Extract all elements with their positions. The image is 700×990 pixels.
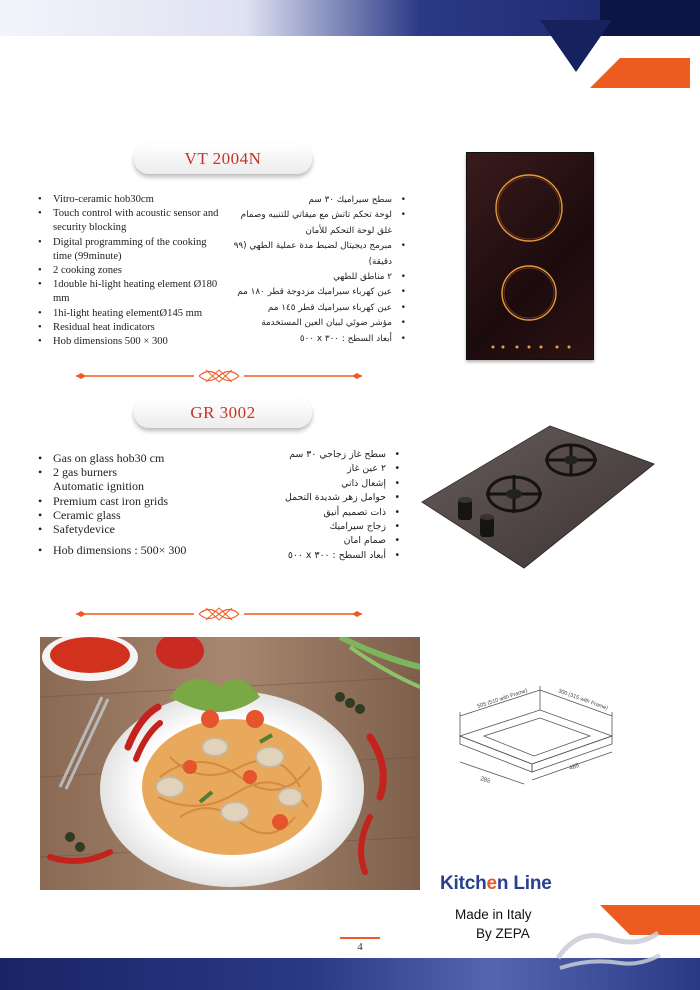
bullet-dot: •	[400, 333, 406, 344]
drawing-label-cut-width: 285	[479, 776, 491, 785]
feature-text-ar: ذات تصميم أنيق	[323, 506, 386, 518]
feature-text-ar: حوامل زهر شديدة التحمل	[284, 492, 386, 504]
feature-item-ar	[262, 477, 400, 491]
header-triangle	[540, 20, 612, 72]
product2-features-ar	[262, 448, 400, 563]
feature-item	[38, 465, 238, 479]
feature-text: 2 gas burners	[53, 465, 117, 480]
page-number: 4	[357, 941, 363, 953]
feature-text-ar: ٢ عين غاز	[347, 463, 386, 475]
feature-text: 2 cooking zones	[53, 265, 122, 277]
made-in-italy-text: Made in Italy	[455, 907, 532, 922]
bullet-dot: •	[394, 521, 400, 533]
feature-item	[38, 508, 238, 522]
bullet-dot: •	[38, 279, 42, 291]
feature-item	[38, 335, 228, 349]
bullet-dot: •	[400, 302, 406, 313]
feature-text-ar: لوحة تحكم تاتش مع ميقاتي للتنبيه وصمام غلق لوحة التحكم للأمان	[240, 210, 392, 236]
feature-text-ar: أبعاد السطح : ٣٠٠ x ٥٠٠	[299, 333, 392, 344]
feature-item	[38, 278, 228, 306]
vitro-ceramic-hob-image	[466, 152, 594, 360]
feature-item	[38, 236, 228, 264]
product1-features-en	[38, 193, 228, 349]
feature-text-ar: إشعال ذاتي	[341, 477, 386, 489]
bullet-dot: •	[38, 194, 42, 205]
bullet-dot: •	[38, 208, 42, 220]
by-zepa-text: By ZEPA	[476, 926, 530, 941]
feature-item	[38, 479, 238, 493]
bullet-dot: •	[38, 465, 43, 480]
bullet-dot: •	[38, 493, 43, 508]
watermark-logo	[548, 928, 666, 978]
drawing-label-cut-depth: 485	[568, 762, 581, 772]
feature-text-ar: عين كهرباء سيراميك مزدوجة قطر ١٨٠ مم	[237, 287, 392, 298]
feature-item-ar	[226, 208, 406, 239]
feature-text-ar: سطح غاز زجاجي ٣٠ سم	[289, 449, 386, 460]
bullet-dot: •	[394, 535, 400, 547]
page-number-rule	[340, 937, 380, 939]
feature-item	[38, 207, 228, 235]
feature-item-ar	[226, 270, 406, 285]
feature-text: Digital programming of the cooking time (99minute)	[53, 236, 207, 262]
feature-text: Safetydevice	[53, 522, 115, 537]
bullet-dot: •	[394, 449, 400, 460]
feature-item-ar	[226, 332, 406, 347]
feature-item-ar	[226, 316, 406, 331]
bullet-dot: •	[38, 265, 42, 277]
feature-text: Touch control with acoustic sensor and security blocking	[53, 208, 219, 234]
bullet-dot: •	[400, 318, 406, 329]
feature-item-ar	[262, 520, 400, 534]
feature-item	[38, 543, 238, 557]
bullet-dot: •	[400, 210, 406, 221]
drawing-label-depth: 300 (315 with Frame)	[557, 688, 609, 712]
feature-item-ar	[262, 534, 400, 548]
bullet-dot: •	[38, 307, 42, 319]
food-photo	[40, 637, 420, 890]
product2-features-en	[38, 451, 238, 557]
feature-text-ar: مؤشر ضوئي لبيان العين المستخدمة	[261, 318, 392, 329]
bullet-dot: •	[400, 241, 406, 252]
feature-text: 1double hi-light heating element Ø180 mm	[53, 279, 218, 305]
bullet-dot: •	[38, 522, 43, 537]
feature-text: 1hi-light heating elementØ145 mm	[53, 307, 203, 319]
technical-drawing	[440, 672, 630, 822]
feature-item-ar	[226, 285, 406, 300]
feature-item	[38, 522, 238, 536]
header-corner	[600, 0, 700, 36]
bullet-dot: •	[394, 549, 400, 561]
feature-item-ar	[262, 462, 400, 476]
bullet-dot: •	[394, 477, 400, 489]
feature-item-ar	[262, 506, 400, 520]
feature-text-ar: سطح سيراميك ٣٠ سم	[308, 195, 392, 205]
bullet-dot: •	[400, 195, 406, 205]
product2-model-title: GR 3002	[134, 398, 312, 428]
feature-text: Premium cast iron grids	[53, 493, 168, 508]
feature-text: Vitro-ceramic hob30cm	[53, 194, 154, 205]
feature-text-ar: أبعاد السطح : ٣٠٠ x ٥٠٠	[287, 549, 386, 561]
bullet-dot: •	[394, 463, 400, 475]
feature-text: Hob dimensions : 500× 300	[53, 543, 187, 558]
bullet-dot: •	[394, 492, 400, 504]
gas-on-glass-hob-image	[420, 420, 656, 570]
feature-text: Hob dimensions 500 × 300	[53, 336, 168, 348]
bullet-dot: •	[38, 236, 42, 248]
feature-text: Residual heat indicators	[53, 321, 155, 333]
ornamental-divider	[74, 367, 364, 385]
feature-text: Ceramic glass	[53, 507, 121, 522]
feature-text-ar: عين كهرباء سيراميك قطر ١٤٥ مم	[267, 302, 392, 313]
product1-features-ar	[226, 193, 406, 347]
bullet-dot: •	[394, 506, 400, 518]
drawing-label-width: 505 (510 with Frame)	[476, 688, 529, 710]
feature-item-ar	[226, 193, 406, 208]
feature-text-ar: مبرمج ديجيتال لضبط مدة عملية الطهي (٩٩ دقيقة)	[233, 241, 392, 267]
ornamental-divider	[74, 605, 364, 623]
feature-text: Gas on glass hob30 cm	[53, 451, 165, 465]
bullet-dot: •	[38, 321, 42, 333]
feature-item-ar	[226, 239, 406, 270]
feature-item	[38, 536, 238, 543]
feature-item	[38, 264, 228, 278]
bullet-dot: •	[38, 336, 42, 348]
feature-item	[38, 307, 228, 321]
feature-item-ar	[262, 549, 400, 563]
bullet-dot: •	[38, 507, 43, 522]
feature-item-ar	[262, 491, 400, 505]
kitchen-line-logo: Kitchen Line	[440, 873, 552, 894]
feature-item	[38, 494, 238, 508]
feature-item-ar	[226, 301, 406, 316]
feature-text-ar: ٢ مناطق للطهي	[333, 272, 392, 283]
feature-item	[38, 321, 228, 335]
feature-item	[38, 451, 238, 465]
bullet-dot: •	[400, 287, 406, 298]
feature-text: Automatic ignition	[53, 479, 144, 494]
feature-text-ar: صمام امان	[343, 535, 386, 547]
feature-item	[38, 193, 228, 207]
feature-item-ar	[262, 448, 400, 462]
product1-model-title: VT 2004N	[134, 144, 312, 174]
bullet-dot: •	[38, 543, 43, 558]
feature-text-ar: زجاج سيراميك	[329, 521, 386, 533]
bullet-dot: •	[38, 451, 43, 465]
bullet-dot: •	[400, 272, 406, 283]
